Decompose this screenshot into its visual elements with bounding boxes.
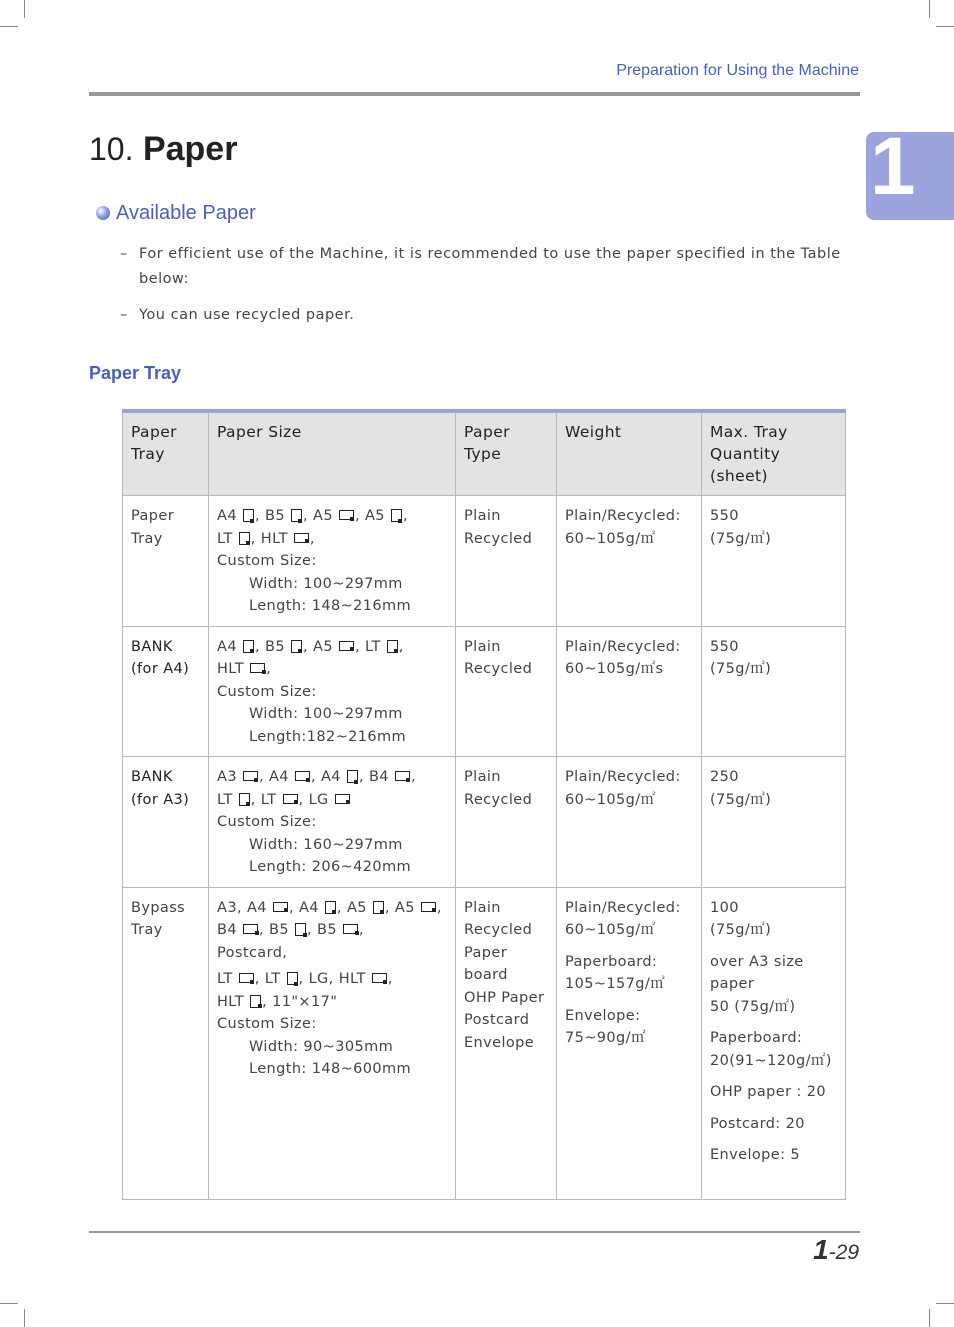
cell-tray: BANK (for A4) (123, 626, 209, 757)
crop-mark (936, 1303, 954, 1304)
landscape-paper-icon (243, 924, 258, 934)
note-2 (120, 307, 354, 323)
crop-mark (929, 0, 930, 18)
landscape-paper-icon (343, 924, 358, 934)
paper-table (122, 409, 846, 1200)
paper-tray-heading: Paper Tray (89, 363, 182, 383)
crop-mark (936, 26, 954, 27)
portrait-paper-icon (243, 509, 254, 522)
landscape-paper-icon (250, 663, 265, 673)
available-paper-title: Available Paper (116, 202, 256, 224)
crop-mark (0, 26, 18, 27)
landscape-paper-icon (339, 641, 354, 651)
note-1 (120, 246, 841, 287)
landscape-paper-icon (372, 973, 387, 983)
footer-rule (89, 1231, 860, 1233)
landscape-paper-icon (273, 902, 288, 912)
page-number (813, 1234, 859, 1266)
cell-tray: Paper Tray (123, 496, 209, 627)
portrait-paper-icon (239, 532, 250, 545)
cell-qty: 100 (75g/㎡) over A3 size paper 50 (75g/㎡) Paperboard: 20(91~120g/㎡) OHP paper : 20 Postcard: 20 Envelope: 5 (702, 887, 846, 1199)
landscape-paper-icon (243, 771, 258, 781)
landscape-paper-icon (239, 973, 254, 983)
crop-mark (24, 0, 25, 18)
note-text-cont: below: (139, 271, 189, 287)
col-header-size: Paper Size (209, 411, 456, 496)
page-chapter: 1 (813, 1234, 829, 1265)
header-rule (89, 92, 860, 96)
cell-type: Plain Recycled (456, 626, 557, 757)
note-text: You can use recycled paper. (139, 307, 355, 323)
table-row (123, 496, 846, 627)
landscape-paper-icon (421, 902, 436, 912)
portrait-paper-icon (291, 640, 302, 653)
landscape-paper-icon (335, 794, 350, 804)
portrait-paper-icon (295, 923, 306, 936)
cell-weight: Plain/Recycled: 60~105g/㎡s (557, 626, 702, 757)
cell-size: A4 , B5 , A5 , A5 , LT , HLT , Custom Size: Width: 100~297mm Length: 148~216mm (209, 496, 456, 627)
available-paper-heading (96, 202, 256, 225)
portrait-paper-icon (347, 770, 358, 783)
bullet-ball-icon (96, 206, 110, 220)
table-header-row (123, 411, 846, 496)
landscape-paper-icon (395, 771, 410, 781)
table-row (123, 626, 846, 757)
portrait-paper-icon (250, 995, 261, 1008)
portrait-paper-icon (373, 901, 384, 914)
portrait-paper-icon (291, 509, 302, 522)
cell-size: A3 , A4 , A4 , B4 , LT , LT , LG Custom Size: Width: 160~297mm Length: 206~420mm (209, 757, 456, 888)
crop-mark (929, 1309, 930, 1327)
section-title (89, 130, 237, 169)
note-text: For efficient use of the Machine, it is recommended to use the paper specified in the Table (139, 246, 841, 262)
section-title-text: Paper (142, 130, 238, 168)
portrait-paper-icon (243, 640, 254, 653)
landscape-paper-icon (295, 771, 310, 781)
running-header: Preparation for Using the Machine (616, 62, 859, 79)
table-row (123, 887, 846, 1199)
landscape-paper-icon (339, 510, 354, 520)
cell-weight: Plain/Recycled: 60~105g/㎡ (557, 757, 702, 888)
cell-qty: 250 (75g/㎡) (702, 757, 846, 888)
cell-size: A3, A4 , A4 , A5 , A5 , B4 , B5 , B5 , Postcard, LT , LT , LG, HLT , HLT , 11"×17" Custom Size: Width: 90~305mm Length: 148~600mm (209, 887, 456, 1199)
cell-tray: Bypass Tray (123, 887, 209, 1199)
portrait-paper-icon (387, 640, 398, 653)
chapter-tab (866, 121, 954, 220)
table-row (123, 757, 846, 888)
col-header-weight: Weight (557, 411, 702, 496)
landscape-paper-icon (283, 794, 298, 804)
cell-type: Plain Recycled Paper board OHP Paper Postcard Envelope (456, 887, 557, 1199)
cell-type: Plain Recycled (456, 757, 557, 888)
col-header-qty: Max. Tray Quantity (sheet) (702, 411, 846, 496)
section-number: 10. (89, 131, 134, 167)
portrait-paper-icon (287, 972, 298, 985)
cell-weight: Plain/Recycled: 60~105g/㎡ Paperboard: 105~157g/㎡ Envelope: 75~90g/㎡ (557, 887, 702, 1199)
cell-type: Plain Recycled (456, 496, 557, 627)
col-header-tray: Paper Tray (123, 411, 209, 496)
portrait-paper-icon (239, 793, 250, 806)
cell-tray: BANK (for A3) (123, 757, 209, 888)
chapter-tab-number: 1 (870, 121, 916, 212)
cell-qty: 550 (75g/㎡) (702, 496, 846, 627)
landscape-paper-icon (294, 533, 309, 543)
portrait-paper-icon (391, 509, 402, 522)
col-header-type: Paper Type (456, 411, 557, 496)
cell-qty: 550 (75g/㎡) (702, 626, 846, 757)
note-dash: – (120, 246, 128, 262)
cell-size: A4 , B5 , A5 , LT , HLT , Custom Size: Width: 100~297mm Length:182~216mm (209, 626, 456, 757)
crop-mark (0, 1303, 18, 1304)
note-dash: – (120, 307, 128, 323)
page-index: -29 (828, 1241, 859, 1264)
cell-weight: Plain/Recycled: 60~105g/㎡ (557, 496, 702, 627)
portrait-paper-icon (325, 901, 336, 914)
crop-mark (24, 1309, 25, 1327)
